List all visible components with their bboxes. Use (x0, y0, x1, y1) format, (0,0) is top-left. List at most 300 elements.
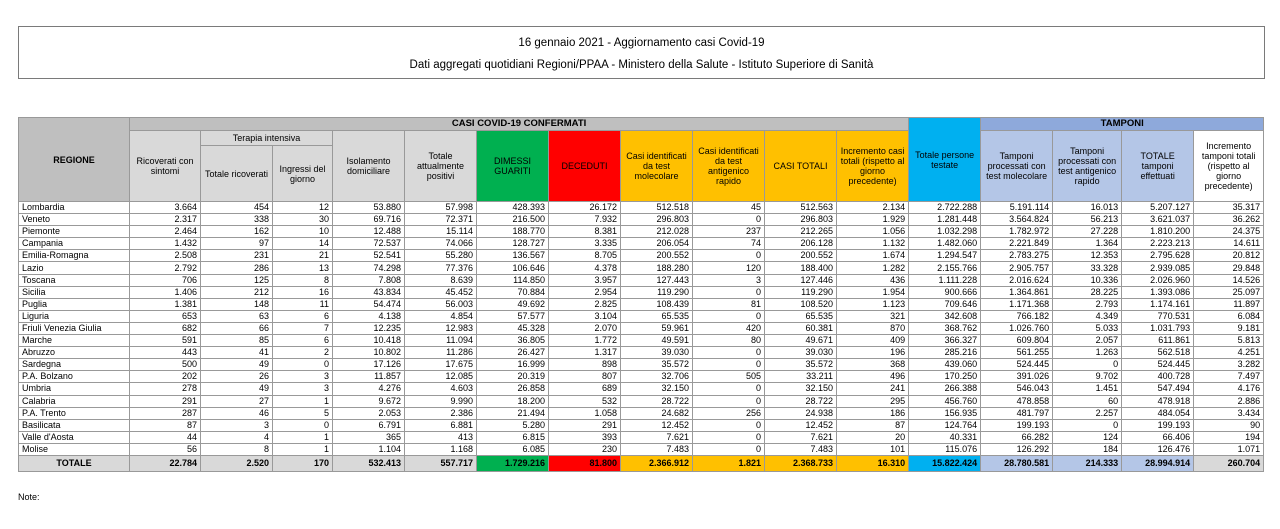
region-cell: Toscana (19, 274, 130, 286)
value-cell: 156.935 (909, 407, 981, 419)
value-cell: 6.084 (1194, 310, 1264, 322)
region-cell: Lazio (19, 262, 130, 274)
value-cell: 241 (837, 383, 909, 395)
value-cell: 162 (201, 226, 273, 238)
value-cell: 49 (201, 359, 273, 371)
value-cell: 0 (693, 383, 765, 395)
value-cell: 9.702 (1053, 371, 1122, 383)
region-cell: Friuli Venezia Giulia (19, 322, 130, 334)
table-row (19, 359, 1264, 371)
value-cell: 66 (201, 322, 273, 334)
value-cell: 0 (273, 359, 333, 371)
value-cell: 26.858 (477, 383, 549, 395)
value-cell: 7 (273, 322, 333, 334)
header-tamponi-totale: TOTALE tamponi effettuati (1122, 131, 1194, 202)
value-cell: 202 (130, 371, 201, 383)
value-cell: 682 (130, 322, 201, 334)
value-cell: 72.371 (405, 214, 477, 226)
value-cell: 24.375 (1194, 226, 1264, 238)
value-cell: 66.406 (1122, 431, 1194, 443)
table-row (19, 286, 1264, 298)
value-cell: 69.716 (333, 214, 405, 226)
header-casi-confermati: CASI COVID-19 CONFERMATI (130, 118, 909, 131)
value-cell: 26.172 (549, 202, 621, 214)
total-cell: 28.994.914 (1122, 455, 1194, 471)
value-cell: 6.815 (477, 431, 549, 443)
value-cell: 14.526 (1194, 274, 1264, 286)
value-cell: 124.764 (909, 419, 981, 431)
value-cell: 9.672 (333, 395, 405, 407)
value-cell: 12.452 (765, 419, 837, 431)
value-cell: 278 (130, 383, 201, 395)
total-cell: 81.800 (549, 455, 621, 471)
value-cell: 4.378 (549, 262, 621, 274)
value-cell: 295 (837, 395, 909, 407)
value-cell: 2 (273, 347, 333, 359)
value-cell: 0 (693, 347, 765, 359)
header-positivi: Totale attualmente positivi (405, 131, 477, 202)
value-cell: 124 (1053, 431, 1122, 443)
table-row (19, 322, 1264, 334)
value-cell: 420 (693, 322, 765, 334)
value-cell: 5.033 (1053, 322, 1122, 334)
value-cell: 5.207.127 (1122, 202, 1194, 214)
value-cell: 126.292 (981, 443, 1053, 455)
header-dimessi: DIMESSI GUARITI (477, 131, 549, 202)
total-cell: 170 (273, 455, 333, 471)
value-cell: 2.795.628 (1122, 250, 1194, 262)
value-cell: 1.782.972 (981, 226, 1053, 238)
value-cell: 1 (273, 395, 333, 407)
totals-label: TOTALE (19, 455, 130, 471)
value-cell: 2.057 (1053, 335, 1122, 347)
value-cell: 285.216 (909, 347, 981, 359)
value-cell: 108.520 (765, 298, 837, 310)
value-cell: 74.066 (405, 238, 477, 250)
value-cell: 1.406 (130, 286, 201, 298)
value-cell: 13 (273, 262, 333, 274)
value-cell: 20 (837, 431, 909, 443)
value-cell: 5.813 (1194, 335, 1264, 347)
value-cell: 54.474 (333, 298, 405, 310)
value-cell: 5 (273, 407, 333, 419)
value-cell: 49.671 (765, 335, 837, 347)
value-cell: 6.881 (405, 419, 477, 431)
region-cell: Piemonte (19, 226, 130, 238)
total-cell: 16.310 (837, 455, 909, 471)
value-cell: 45.328 (477, 322, 549, 334)
value-cell: 35.572 (621, 359, 693, 371)
value-cell: 125 (201, 274, 273, 286)
value-cell: 5.191.114 (981, 202, 1053, 214)
value-cell: 29.848 (1194, 262, 1264, 274)
value-cell: 128.727 (477, 238, 549, 250)
value-cell: 2.257 (1053, 407, 1122, 419)
table-row (19, 214, 1264, 226)
value-cell: 170.250 (909, 371, 981, 383)
region-cell: Abruzzo (19, 347, 130, 359)
value-cell: 609.804 (981, 335, 1053, 347)
value-cell: 2.386 (405, 407, 477, 419)
value-cell: 1 (273, 431, 333, 443)
value-cell: 393 (549, 431, 621, 443)
total-cell: 214.333 (1053, 455, 1122, 471)
table-row (19, 419, 1264, 431)
total-cell: 28.780.581 (981, 455, 1053, 471)
note-label: Note: (18, 492, 40, 502)
value-cell: 35.317 (1194, 202, 1264, 214)
value-cell: 184 (1053, 443, 1122, 455)
value-cell: 212.265 (765, 226, 837, 238)
value-cell: 16.999 (477, 359, 549, 371)
value-cell: 186 (837, 407, 909, 419)
value-cell: 0 (693, 431, 765, 443)
value-cell: 2.954 (549, 286, 621, 298)
value-cell: 60.381 (765, 322, 837, 334)
value-cell: 1.111.228 (909, 274, 981, 286)
region-cell: Calabria (19, 395, 130, 407)
total-cell: 2.520 (201, 455, 273, 471)
report-subtitle: Dati aggregati quotidiani Regioni/PPAA - Ministero della Salute - Istituto Superiore di Sanità (409, 59, 874, 71)
value-cell: 36.805 (477, 335, 549, 347)
region-cell: Veneto (19, 214, 130, 226)
value-cell: 200.552 (765, 250, 837, 262)
value-cell: 766.182 (981, 310, 1053, 322)
value-cell: 9.181 (1194, 322, 1264, 334)
value-cell: 56.003 (405, 298, 477, 310)
value-cell: 8.639 (405, 274, 477, 286)
value-cell: 57.998 (405, 202, 477, 214)
value-cell: 25.097 (1194, 286, 1264, 298)
value-cell: 199.193 (981, 419, 1053, 431)
value-cell: 4.176 (1194, 383, 1264, 395)
value-cell: 2.825 (549, 298, 621, 310)
value-cell: 3.282 (1194, 359, 1264, 371)
value-cell: 115.076 (909, 443, 981, 455)
region-cell: Valle d'Aosta (19, 431, 130, 443)
value-cell: 44 (130, 431, 201, 443)
value-cell: 1.772 (549, 335, 621, 347)
header-incremento-casi: Incremento casi totali (rispetto al giorno precedente) (837, 131, 909, 202)
value-cell: 1.451 (1053, 383, 1122, 395)
value-cell: 77.376 (405, 262, 477, 274)
value-cell: 3.104 (549, 310, 621, 322)
total-cell: 2.368.733 (765, 455, 837, 471)
value-cell: 206.054 (621, 238, 693, 250)
total-cell: 22.784 (130, 455, 201, 471)
value-cell: 296.803 (621, 214, 693, 226)
value-cell: 524.445 (981, 359, 1053, 371)
value-cell: 2.221.849 (981, 238, 1053, 250)
value-cell: 108.439 (621, 298, 693, 310)
table-row (19, 431, 1264, 443)
region-cell: Molise (19, 443, 130, 455)
value-cell: 27.228 (1053, 226, 1122, 238)
value-cell: 0 (693, 286, 765, 298)
value-cell: 17.675 (405, 359, 477, 371)
value-cell: 119.290 (621, 286, 693, 298)
total-cell: 1.821 (693, 455, 765, 471)
value-cell: 0 (1053, 419, 1122, 431)
value-cell: 4.854 (405, 310, 477, 322)
value-cell: 532 (549, 395, 621, 407)
value-cell: 1 (273, 443, 333, 455)
value-cell: 6.791 (333, 419, 405, 431)
value-cell: 2.223.213 (1122, 238, 1194, 250)
value-cell: 870 (837, 322, 909, 334)
value-cell: 33.211 (765, 371, 837, 383)
table-row (19, 395, 1264, 407)
value-cell: 14.611 (1194, 238, 1264, 250)
header-regione: REGIONE (19, 118, 130, 202)
value-cell: 45.452 (405, 286, 477, 298)
value-cell: 2.026.960 (1122, 274, 1194, 286)
value-cell: 126.476 (1122, 443, 1194, 455)
value-cell: 456.760 (909, 395, 981, 407)
value-cell: 11.286 (405, 347, 477, 359)
value-cell: 2.155.766 (909, 262, 981, 274)
table-row (19, 298, 1264, 310)
value-cell: 1.810.200 (1122, 226, 1194, 238)
value-cell: 36.262 (1194, 214, 1264, 226)
value-cell: 1.954 (837, 286, 909, 298)
value-cell: 63 (201, 310, 273, 322)
value-cell: 24.938 (765, 407, 837, 419)
value-cell: 57.577 (477, 310, 549, 322)
region-cell: Basilicata (19, 419, 130, 431)
value-cell: 49.591 (621, 335, 693, 347)
value-cell: 65.535 (621, 310, 693, 322)
table-row (19, 202, 1264, 214)
value-cell: 16 (273, 286, 333, 298)
value-cell: 3 (201, 419, 273, 431)
value-cell: 39.030 (765, 347, 837, 359)
value-cell: 1.071 (1194, 443, 1264, 455)
header-persone-testate: Totale persone testate (909, 118, 981, 202)
value-cell: 32.150 (621, 383, 693, 395)
value-cell: 85 (201, 335, 273, 347)
value-cell: 119.290 (765, 286, 837, 298)
value-cell: 11.857 (333, 371, 405, 383)
value-cell: 7.621 (621, 431, 693, 443)
value-cell: 56.213 (1053, 214, 1122, 226)
value-cell: 291 (130, 395, 201, 407)
region-cell: Umbria (19, 383, 130, 395)
value-cell: 365 (333, 431, 405, 443)
value-cell: 3.434 (1194, 407, 1264, 419)
value-cell: 1.168 (405, 443, 477, 455)
region-cell: P.A. Bolzano (19, 371, 130, 383)
value-cell: 39.030 (621, 347, 693, 359)
value-cell: 2.317 (130, 214, 201, 226)
value-cell: 0 (693, 250, 765, 262)
value-cell: 49 (201, 383, 273, 395)
value-cell: 547.494 (1122, 383, 1194, 395)
value-cell: 6 (273, 335, 333, 347)
value-cell: 1.929 (837, 214, 909, 226)
value-cell: 413 (405, 431, 477, 443)
value-cell: 28.722 (765, 395, 837, 407)
value-cell: 6.085 (477, 443, 549, 455)
value-cell: 2.070 (549, 322, 621, 334)
value-cell: 216.500 (477, 214, 549, 226)
header-molecolare: Casi identificati da test molecolare (621, 131, 693, 202)
value-cell: 2.783.275 (981, 250, 1053, 262)
value-cell: 1.281.448 (909, 214, 981, 226)
value-cell: 2.905.757 (981, 262, 1053, 274)
value-cell: 87 (837, 419, 909, 431)
value-cell: 45 (693, 202, 765, 214)
value-cell: 28.722 (621, 395, 693, 407)
value-cell: 28.225 (1053, 286, 1122, 298)
value-cell: 400.728 (1122, 371, 1194, 383)
header-tamponi-incremento: Incremento tamponi totali (rispetto al giorno precedente) (1194, 131, 1264, 202)
total-cell: 1.729.216 (477, 455, 549, 471)
value-cell: 6 (273, 310, 333, 322)
table-row (19, 371, 1264, 383)
value-cell: 12.085 (405, 371, 477, 383)
table-body (19, 202, 1264, 456)
table-row (19, 335, 1264, 347)
value-cell: 2.722.288 (909, 202, 981, 214)
value-cell: 14 (273, 238, 333, 250)
total-cell: 557.717 (405, 455, 477, 471)
value-cell: 20.319 (477, 371, 549, 383)
total-cell: 532.413 (333, 455, 405, 471)
value-cell: 368 (837, 359, 909, 371)
value-cell: 12.452 (621, 419, 693, 431)
value-cell: 898 (549, 359, 621, 371)
report-title: 16 gennaio 2021 - Aggiornamento casi Covid-19 (518, 37, 765, 49)
header-ti-totale: Totale ricoverati (201, 146, 273, 202)
value-cell: 10.802 (333, 347, 405, 359)
value-cell: 481.797 (981, 407, 1053, 419)
value-cell: 5.280 (477, 419, 549, 431)
value-cell: 291 (549, 419, 621, 431)
value-cell: 127.446 (765, 274, 837, 286)
value-cell: 1.031.793 (1122, 322, 1194, 334)
value-cell: 2.508 (130, 250, 201, 262)
value-cell: 7.932 (549, 214, 621, 226)
value-cell: 1.056 (837, 226, 909, 238)
value-cell: 1.123 (837, 298, 909, 310)
value-cell: 212 (201, 286, 273, 298)
value-cell: 49.692 (477, 298, 549, 310)
value-cell: 8 (273, 274, 333, 286)
header-ricoverati: Ricoverati con sintomi (130, 131, 201, 202)
value-cell: 26.427 (477, 347, 549, 359)
value-cell: 212.028 (621, 226, 693, 238)
value-cell: 9.990 (405, 395, 477, 407)
header-isolamento: Isolamento domiciliare (333, 131, 405, 202)
value-cell: 35.572 (765, 359, 837, 371)
value-cell: 484.054 (1122, 407, 1194, 419)
value-cell: 2.792 (130, 262, 201, 274)
value-cell: 32.150 (765, 383, 837, 395)
value-cell: 106.646 (477, 262, 549, 274)
value-cell: 428.393 (477, 202, 549, 214)
header-ti-ingressi: Ingressi del giorno (273, 146, 333, 202)
value-cell: 409 (837, 335, 909, 347)
value-cell: 3.564.824 (981, 214, 1053, 226)
value-cell: 72.537 (333, 238, 405, 250)
value-cell: 10.336 (1053, 274, 1122, 286)
value-cell: 0 (273, 419, 333, 431)
value-cell: 1.674 (837, 250, 909, 262)
region-cell: Sicilia (19, 286, 130, 298)
header-antigenico: Casi identificati da test antigenico rapido (693, 131, 765, 202)
value-cell: 500 (130, 359, 201, 371)
value-cell: 97 (201, 238, 273, 250)
value-cell: 101 (837, 443, 909, 455)
value-cell: 10.418 (333, 335, 405, 347)
value-cell: 12.983 (405, 322, 477, 334)
table-row (19, 407, 1264, 419)
value-cell: 231 (201, 250, 273, 262)
total-cell: 2.366.912 (621, 455, 693, 471)
value-cell: 0 (693, 443, 765, 455)
region-cell: Liguria (19, 310, 130, 322)
value-cell: 30 (273, 214, 333, 226)
value-cell: 512.518 (621, 202, 693, 214)
value-cell: 1.104 (333, 443, 405, 455)
value-cell: 1.432 (130, 238, 201, 250)
value-cell: 199.193 (1122, 419, 1194, 431)
table-row (19, 310, 1264, 322)
value-cell: 11.094 (405, 335, 477, 347)
value-cell: 7.621 (765, 431, 837, 443)
region-cell: P.A. Trento (19, 407, 130, 419)
value-cell: 0 (693, 359, 765, 371)
value-cell: 74 (693, 238, 765, 250)
value-cell: 148 (201, 298, 273, 310)
value-cell: 561.255 (981, 347, 1053, 359)
value-cell: 1.381 (130, 298, 201, 310)
value-cell: 65.535 (765, 310, 837, 322)
value-cell: 33.328 (1053, 262, 1122, 274)
value-cell: 1.132 (837, 238, 909, 250)
value-cell: 2.939.085 (1122, 262, 1194, 274)
value-cell: 56 (130, 443, 201, 455)
value-cell: 10 (273, 226, 333, 238)
total-cell: 260.704 (1194, 455, 1264, 471)
value-cell: 900.666 (909, 286, 981, 298)
value-cell: 256 (693, 407, 765, 419)
value-cell: 188.280 (621, 262, 693, 274)
value-cell: 1.026.760 (981, 322, 1053, 334)
value-cell: 3 (273, 383, 333, 395)
value-cell: 8 (201, 443, 273, 455)
value-cell: 807 (549, 371, 621, 383)
value-cell: 287 (130, 407, 201, 419)
value-cell: 0 (693, 395, 765, 407)
value-cell: 4 (201, 431, 273, 443)
value-cell: 478.918 (1122, 395, 1194, 407)
value-cell: 11 (273, 298, 333, 310)
header-tamponi: TAMPONI (981, 118, 1264, 131)
value-cell: 591 (130, 335, 201, 347)
table-row (19, 347, 1264, 359)
value-cell: 11.897 (1194, 298, 1264, 310)
value-cell: 60 (1053, 395, 1122, 407)
value-cell: 496 (837, 371, 909, 383)
table-row (19, 226, 1264, 238)
value-cell: 2.464 (130, 226, 201, 238)
value-cell: 4.251 (1194, 347, 1264, 359)
value-cell: 512.563 (765, 202, 837, 214)
value-cell: 342.608 (909, 310, 981, 322)
value-cell: 770.531 (1122, 310, 1194, 322)
